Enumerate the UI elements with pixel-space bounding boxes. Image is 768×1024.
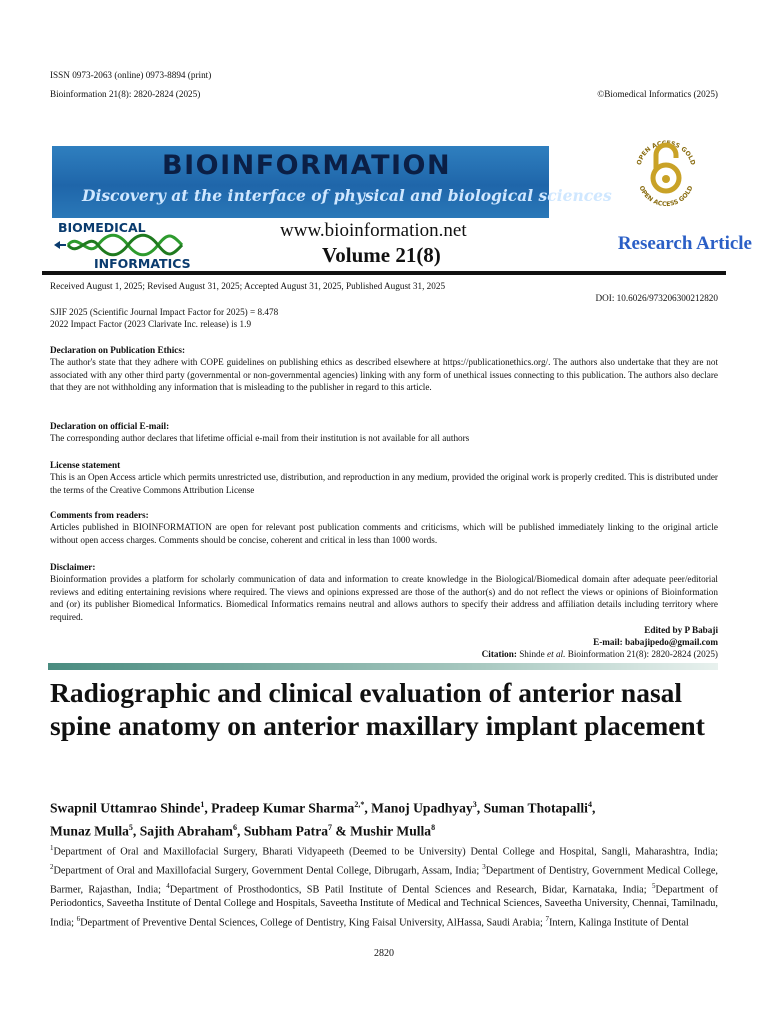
impact-factor-line: 2022 Impact Factor (2023 Clarivate Inc. release) is 1.9	[50, 319, 252, 329]
biomedical-informatics-logo	[52, 220, 192, 272]
comments-from-readers	[50, 509, 718, 546]
affiliation-text: Department of Periodontics, Saveetha Institute of Dental College and Hospitals, Saveetha Institute of Medical and Technical Sciences, Saveetha University, Chennai, Tamilnadu, India;	[50, 884, 718, 929]
page-number: 2820	[374, 948, 394, 959]
declaration-email	[50, 420, 718, 445]
affiliation-mark: 7	[545, 914, 549, 923]
author-affiliation-mark: 4	[587, 800, 592, 809]
header-divider	[42, 271, 726, 275]
declaration-ethics	[50, 344, 718, 394]
doi-link[interactable]: DOI: 10.6026/973206300212820	[595, 293, 718, 303]
banner-title: BIOINFORMATION	[162, 150, 452, 181]
author-line-1	[50, 795, 730, 818]
affiliation-text: Department of Oral and Maxillofacial Surgery, Government Dental College, Dibrugarh, Assam, India;	[53, 865, 483, 877]
author-affiliation-mark: 3	[472, 800, 477, 809]
author-name: Manoj Upadhyay	[371, 800, 473, 816]
affiliation-mark: 1	[50, 844, 54, 852]
author-separator: ,	[237, 823, 244, 839]
oa-badge-top-text: OPEN ACCESS GOLD	[635, 139, 697, 166]
section-heading: License statement	[50, 460, 121, 470]
author-name: Sajith Abraham	[139, 823, 234, 839]
citation-author: Shinde	[519, 649, 545, 659]
affiliation-mark: 5	[651, 881, 656, 890]
website-link[interactable]: www.bioinformation.net	[280, 220, 467, 241]
author-affiliation-mark: 8	[431, 822, 436, 832]
citation-label: Citation:	[481, 649, 517, 659]
author-name: Munaz Mulla	[50, 823, 129, 839]
citation-line	[482, 648, 718, 660]
author-affiliation-mark: 5	[128, 822, 133, 832]
section-heading: Disclaimer:	[50, 562, 96, 572]
journal-reference: Bioinformation 21(8): 2820-2824 (2025)	[50, 89, 201, 99]
author-separator: ,	[364, 800, 372, 816]
issn-line: ISSN 0973-2063 (online) 0973-8894 (print)	[50, 70, 212, 80]
license-statement	[50, 459, 718, 496]
author-name: Mushir Mulla	[350, 823, 432, 839]
editor-email[interactable]: E-mail: babajipedo@gmail.com	[593, 637, 718, 647]
author-name: Suman Thotapalli	[483, 800, 588, 816]
dna-helix-icon	[52, 232, 192, 258]
author-name: Swapnil Uttamrao Shinde	[50, 800, 201, 816]
section-text: The corresponding author declares that lifetime official e-mail from their institution is not available for all authors	[50, 433, 470, 444]
author-separator: ,	[132, 823, 140, 839]
svg-text:OPEN ACCESS GOLD	[637, 185, 694, 208]
affiliation-text: Department of Prosthodontics, SB Patil Institute of Dental Sciences and Research, Bidar, Karnataka, India;	[169, 884, 652, 896]
logo-text-top: BIOMEDICAL	[58, 220, 146, 235]
affiliation-mark: 3	[482, 862, 486, 871]
author-separator: ,	[476, 800, 484, 816]
sjif-line: SJIF 2025 (Scientific Journal Impact Factor for 2025) = 8.478	[50, 307, 279, 317]
affiliation-mark: 6	[76, 914, 81, 923]
article-type-label: Research Article	[617, 233, 752, 254]
author-affiliation-mark: 7	[328, 822, 333, 832]
affiliation-mark: 2	[50, 862, 54, 871]
copyright-notice: ©Biomedical Informatics (2025)	[597, 89, 718, 99]
author-separator: ,	[204, 800, 212, 816]
affiliations	[50, 841, 718, 931]
edited-by: Edited by P Babaji	[644, 625, 718, 635]
affiliation-mark: 4	[166, 881, 170, 890]
author-affiliation-mark: 1	[200, 800, 205, 809]
section-heading: Declaration on official E-mail:	[50, 421, 170, 431]
affiliation-text: Department of Oral and Maxillofacial Surgery, Bharati Vidyapeeth (Deemed to be University) Dental College and Hospital, Sangli, Maharashtra, India;	[53, 846, 718, 858]
section-text: This is an Open Access article which permits unrestricted use, distribution, and reproduction in any medium, provided the original work is properly credited. This is distributed under the terms of the Creative Commons Attribution License	[50, 472, 718, 495]
section-text: Articles published in BIOINFORMATION are open for relevant post publication comments and criticisms, which will be published immediately linking to the original article without open access charges. Comments should be concise, coherent and critical in less than 1000 words.	[50, 522, 718, 545]
author-name: Pradeep Kumar Sharma	[211, 800, 355, 816]
title-divider	[48, 663, 718, 670]
affiliation-text: Department of Preventive Dental Sciences, College of Dentistry, King Faisal University, AlHassa, Saudi Arabia;	[80, 917, 546, 929]
open-access-gold-icon	[626, 128, 706, 214]
disclaimer	[50, 561, 718, 623]
author-affiliation-mark: 6	[233, 822, 238, 832]
citation-etal: et al.	[547, 649, 566, 659]
logo-text-bottom: INFORMATICS	[94, 256, 191, 271]
author-affiliation-mark: 2,*	[354, 800, 365, 809]
section-heading: Declaration on Publication Ethics:	[50, 345, 186, 355]
oa-badge-bottom-text: OPEN ACCESS GOLD	[637, 184, 695, 209]
section-heading: Comments from readers:	[50, 510, 149, 520]
affiliation-text: Intern, Kalinga Institute of Dental	[548, 917, 689, 929]
banner-subtitle: Discovery at the interface of physical and biological sciences	[82, 186, 612, 205]
author-separator: ,	[591, 800, 596, 816]
author-name: Subham Patra	[243, 823, 329, 839]
article-title: Radiographic and clinical evaluation of anterior nasal spine anatomy on anterior maxillary implant placement	[50, 677, 705, 741]
received-dates: Received August 1, 2025; Revised August 31, 2025; Accepted August 31, 2025, Published August 31, 2025	[50, 281, 446, 291]
volume-label: Volume 21(8)	[322, 243, 441, 267]
author-list	[50, 795, 730, 840]
citation-rest: Bioinformation 21(8): 2820-2824 (2025)	[567, 649, 718, 659]
section-text: The author's state that they adhere with COPE guidelines on publishing ethics as described elsewhere at https://publicationethics.org/. The authors also undertake that they are not associated with any other third party (governmental or non-governmental agencies) linking with any form of unethical issues connecting to this publication. The authors also declare that they are not withholding any information that is misleading to the publisher in regard to this article.	[50, 357, 718, 393]
affiliation-text: Department of Dentistry, Government Medical College, Barmer, Rajasthan, India;	[50, 865, 719, 896]
journal-banner	[52, 146, 612, 218]
author-line-2	[50, 818, 730, 841]
section-text: Bioinformation provides a platform for scholarly communication of data and information to create knowledge in the Biological/Biomedical domain after adequate peer/editorial reviews and editing entertaining revisions where required. The views and opinions expressed are those of the author(s) and do not reflect the views or opinions of Bioinformation and (or) its publisher Biomedical Informatics. Biomedical Informatics remains neutral and allows authors to specify their address and affiliation details including territory where required.	[50, 574, 718, 622]
author-separator: &	[332, 823, 351, 839]
